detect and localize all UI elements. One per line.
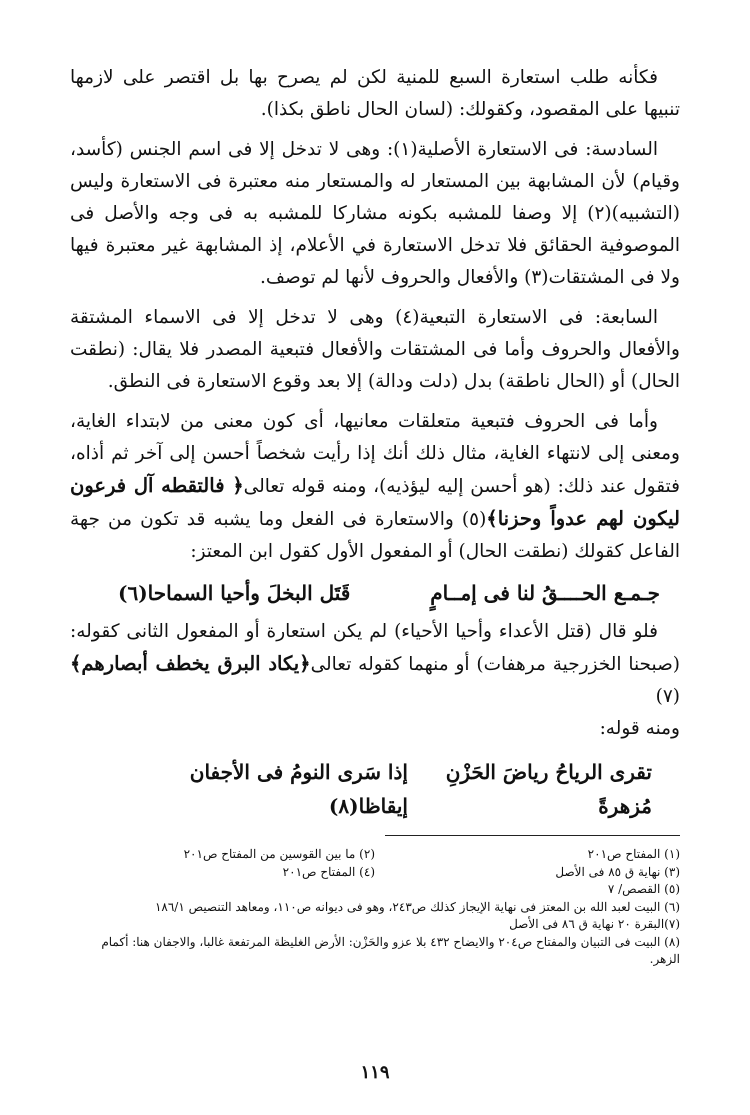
page-body — [70, 62, 680, 1115]
footnote-4: (٤) المفتاح ص٢٠١ — [282, 864, 375, 879]
verse-1-first-hemistich: جـمـع الحــــقُ لنا فى إمــامٍ — [430, 581, 660, 605]
footnote-divider — [385, 835, 680, 836]
paragraph-6: ومنه قوله: — [599, 718, 680, 739]
paragraph-4 — [70, 406, 680, 568]
quran-verse: ﴿يكاد البرق يخطف أبصارهم﴾ — [70, 652, 311, 675]
verse-2-second-hemistich: إذا سَرى النومُ فى الأجفان إيقاظا(٨) — [189, 760, 408, 818]
footnote-1: (١) المفتاح ص٢٠١ — [587, 847, 680, 861]
paragraph-1: فكأنه طلب استعارة السبع للمنية لكن لم يصرح بها بل اقتصر على لازمها تنبيها على المقصود، وكقولك: (لسان الحال ناطق بكذا). — [70, 67, 680, 120]
footnote-7: (٧)البقرة ٢٠ نهاية ق ٨٦ فى الأصل — [509, 917, 680, 931]
footnote-row — [70, 846, 680, 864]
verse-2-first-hemistich: تقرى الرياحُ رياضَ الحَزْنِ مُزهرةً — [445, 760, 652, 818]
footnote-5: (٥) القصص/ ٧ — [607, 882, 680, 896]
poetry-verse-1 — [118, 576, 660, 610]
footnote-6: (٦) البيت لعبد الله بن المعتز فى نهاية الإيجاز كذلك ص٢٤٣، وهو فى ديوانه ص١١٠، ومعاهد التنصيص ١٨٦/١ — [154, 899, 680, 914]
paragraph-3: السابعة: فى الاستعارة التبعية(٤) وهى لا تدخل إلا فى الاسماء المشتقة والأفعال والحروف وأما فى المشتقات والأفعال فتبعية المصدر فلا يقال: (نطقت الحال) أو (الحال ناطقة) بدل (دلت ودالة) إلا بعد وقوع الاستعارة فى النطق. — [70, 307, 680, 392]
footnote-3: (٣) نهاية ق ٨٥ فى الأصل — [555, 864, 680, 879]
para4-text-before: وأما فى الحروف فتبعية متعلقات معانيها، أى كون معنى من لابتداء الغاية، ومعنى إلى لانتهاء الغاية، مثال ذلك أنك إذا رأيت شخصاً أحسن إلى آخر ثم أذاه، فتقول عند ذلك: (هو أحسن إليه ليؤذيه)، ومنه قوله تعالى — [70, 411, 680, 497]
para4-text-after: (٥) والاستعارة فى الفعل وما يشبه قد تكون من جهة الفاعل كقولك (نطقت الحال) أو المفعول الأول كقول ابن المعتز: — [70, 509, 680, 562]
quran-verse: ﴿ فالتقطه آل فرعون ليكون لهم عدواً وحزنا﴾ — [70, 474, 680, 530]
verse-1-second-hemistich: قَتَل البخلَ وأحيا السماحا(٦) — [118, 581, 351, 605]
footnote-2: (٢) ما بين القوسين من المفتاح ص٢٠١ — [183, 847, 375, 861]
para5-text-after: (٧) — [655, 686, 680, 707]
footnote-row — [70, 864, 680, 882]
footnote-8: (٨) البيت فى التبيان والمفتاح ص٢٠٤ والايضاح ٤٣٢ بلا عزو والحَزْن: الأرض الغليظة المرتفعة غالبا، والاجفان هنا: أكمام الزهر. — [101, 934, 680, 966]
footnotes — [70, 846, 680, 969]
page-number: ١١٩ — [360, 1062, 390, 1083]
para5-text-before: فلو قال (قتل الأعداء وأحيا الأحياء) لم يكن استعارة أو المفعول الثانى كقوله: (صبحنا الخزرجية مرهفات) أو منهما كقوله تعالى — [70, 621, 680, 675]
poetry-verse-2 — [130, 755, 652, 823]
paragraph-2: السادسة: فى الاستعارة الأصلية(١): وهى لا تدخل إلا فى اسم الجنس (كأسد، وقيام) لأن المشابهة بين المستعار له والمستعار منه معتبرة فى الاستعارة وليس (التشبيه)(٢) إلا وصفا للمشبه بكونه مشاركا للمشبه به فى وجه والأصل فى الموصوفية الحقائق فلا تدخل الاستعارة في الأعلام، إذ المشابهة غير معتبرة فيها ولا فى المشتقات(٣) والأفعال والحروف لأنها لم توصف. — [70, 139, 680, 288]
paragraph-5 — [70, 616, 680, 713]
